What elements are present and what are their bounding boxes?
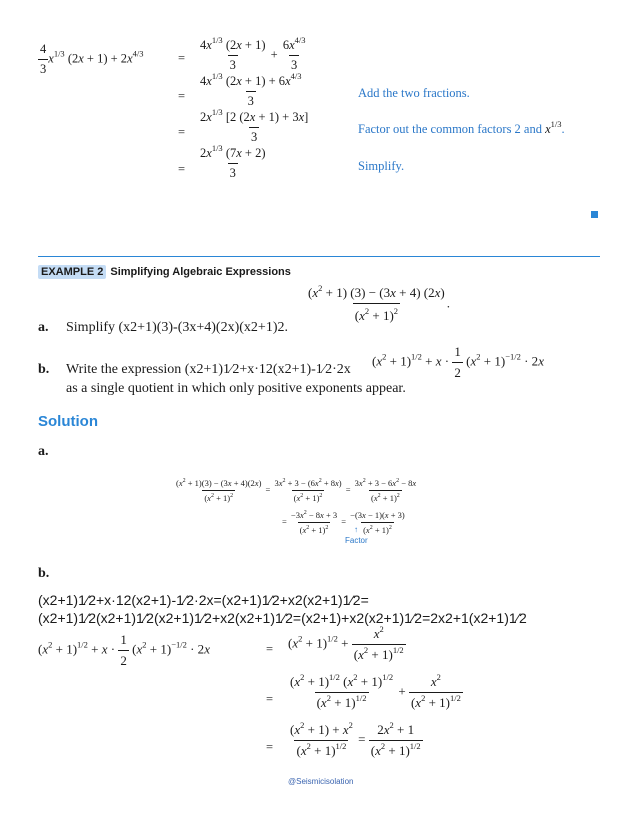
solution-b-label: b. (38, 566, 50, 581)
solution-b-equals-2: = (266, 692, 274, 706)
part-b-expression: $(x^2 + 1)^{1/2} + x$ · $\frac{1}{2}$ $(x^2 + 1)^{-1/2} \cdot 2x$ (372, 344, 544, 380)
solution-b-eq-1: $(x^2 + 1)^{1/2}$ + $\frac{x^2}{(x^2 + 1)^{1/2}}$ (288, 624, 404, 662)
example-header (38, 262, 291, 280)
factor-label: Factor (345, 536, 368, 545)
part-b-label: b. (38, 362, 50, 377)
solution-b-eq-2: $\frac{(x^2 + 1)^{1/2} (x^2 + 1)^{1/2}}{(x^2 + 1)^{1/2}}$ + $\frac{x^2}{(x^2 + 1)^{1/2}}$ (290, 672, 461, 710)
note-simplify: Simplify. (358, 159, 405, 173)
fraction-4-3: $\frac{4}{3}$ (40, 42, 47, 76)
part-a-text: Simplify (x2+1)(3)-(3x+4)(2x)(x2+1)2. (66, 320, 288, 335)
solution-b-eq-lhs: $(x^2 + 1)^{1/2} + x$ · $\frac{1}{2}$ $(x^2 + 1)^{-1/2} \cdot 2x$ (38, 632, 210, 668)
section-divider (38, 256, 600, 257)
top-line1: $\frac{4x^{1/3} (2x + 1)}{3}$ + $\frac{6x^{4/3}}{3}$ (200, 35, 306, 72)
solution-b-equals-1: = (266, 642, 274, 656)
end-of-proof-square (591, 211, 598, 218)
solution-a-label: a. (38, 444, 49, 459)
part-b-text-1: Write the expression (x2+1)1⁄2+x·12(x2+1)-1⁄2·2x (66, 362, 351, 377)
part-a-fraction: $\frac{(x^2 + 1) (3) - (3x + 4) (2x)}{(x^2 + 1)^2}$ . (308, 283, 451, 323)
solution-b-line1: (x2+1)1⁄2+x·12(x2+1)-1⁄2·2x=(x2+1)1⁄2+x2(x2+1)1⁄2= (38, 592, 369, 608)
equals-1: = (178, 51, 186, 65)
equals-4: = (178, 162, 186, 176)
top-line3: $\frac{2x^{1/3} [2 (2x + 1) + 3x]}{3}$ (200, 107, 309, 144)
factor-arrow-icon: ↑ (354, 525, 358, 534)
solution-a-line2: = $\frac{-3x^2 - 8x + 3}{(x^2 + 1)^2}$ = $\frac{-(3x - 1)(x + 3)}{(x^2 + 1)^2}$ (282, 510, 405, 535)
example-badge: EXAMPLE 2 (38, 265, 106, 279)
solution-b-line2: (x2+1)1⁄2(x2+1)1⁄2(x2+1)1⁄2+x2(x2+1)1⁄2=(x2+1)+x2(x2+1)1⁄2=2x2+1(x2+1)1⁄2 (38, 610, 527, 626)
part-b-text-2: as a single quotient in which only positive exponents appear. (66, 381, 406, 396)
note-add-fractions: Add the two fractions. (358, 86, 470, 100)
note-factor-out: Factor out the common factors 2 and $x^{1/3}$. (358, 119, 565, 136)
solution-b-eq-3: $\frac{(x^2 + 1) + x^2}{(x^2 + 1)^{1/2}}$ = $\frac{2x^2 + 1}{(x^2 + 1)^{1/2}}$ (290, 720, 421, 758)
top-lhs: $\frac{4}{3}$ $x^{1/3}$ $(2x + 1) + 2x^{4/3}$ (40, 42, 144, 76)
solution-b-equals-3: = (266, 740, 274, 754)
top-line2: $\frac{4x^{1/3} (2x + 1) + 6x^{4/3}}{3}$ (200, 71, 302, 108)
equals-2: = (178, 89, 186, 103)
equals-3: = (178, 125, 186, 139)
solution-heading: Solution (38, 413, 98, 430)
example-title: Simplifying Algebraic Expressions (110, 266, 291, 278)
top-line4: $\frac{2x^{1/3} (7x + 2)}{3}$ (200, 143, 266, 180)
solution-a-line1: $\frac{(x^2 + 1)(3) - (3x + 4)(2x)}{(x^2 + 1)^2}$ = $\frac{3x^2 + 3 - (6x^2 + 8x)}{(x^2 + 1)^2}$ = $\frac{3x^2 + 3 - 6x^2 - 8x}{(x^2 + 1)^2}$ (176, 478, 417, 503)
watermark: @Seismicisolation (288, 777, 354, 786)
part-a-label: a. (38, 320, 49, 335)
